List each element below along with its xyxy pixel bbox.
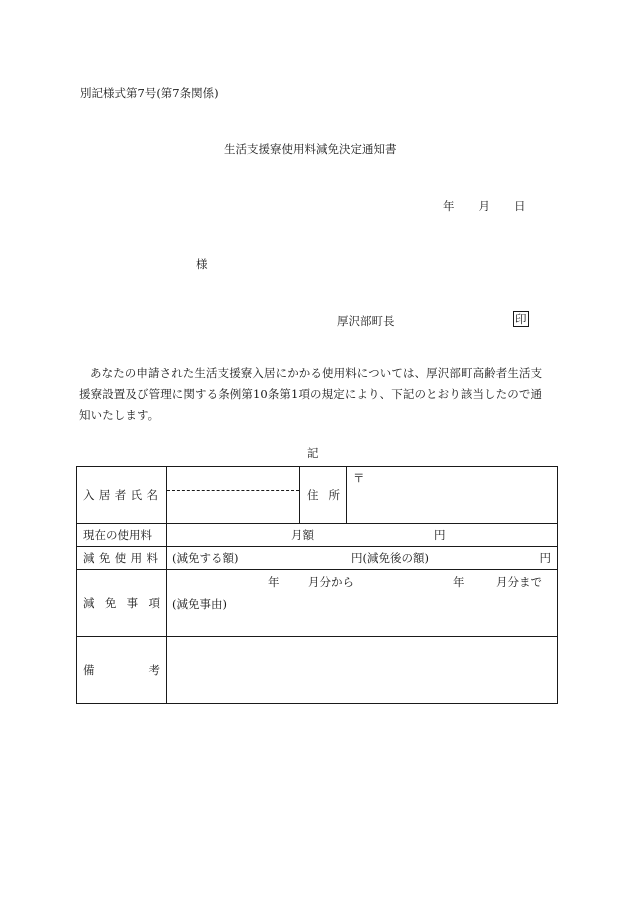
after-amount-label: 円(減免後の額)	[351, 551, 429, 565]
table-row-matters	[77, 570, 558, 637]
ki-heading: 記	[307, 446, 319, 460]
matters-field[interactable]	[167, 570, 558, 637]
issuer-name: 厚沢部町長	[337, 314, 395, 328]
address-label: 住 所	[300, 467, 347, 524]
from-year: 年	[268, 575, 280, 589]
seal-mark: 印	[515, 312, 527, 326]
monthly-amount-label: 月額	[291, 528, 314, 542]
resident-name-label: 入 居 者 氏 名	[77, 467, 167, 524]
table-row-notes	[77, 637, 558, 704]
form-number: 別記様式第7号(第7条関係)	[80, 86, 219, 100]
current-fee-field[interactable]	[167, 524, 558, 547]
addressee-suffix: 様	[196, 257, 208, 271]
table-row-reduced-fee	[77, 547, 558, 570]
matters-label: 減 免 事 項	[77, 570, 167, 637]
date-line	[443, 198, 526, 214]
notes-field[interactable]	[167, 637, 558, 704]
document-title: 生活支援寮使用料減免決定通知書	[224, 142, 397, 156]
yen-unit-2: 円	[539, 551, 551, 565]
date-month: 月	[478, 199, 490, 213]
address-field[interactable]	[347, 467, 558, 524]
postal-mark: 〒	[353, 471, 365, 485]
reduced-fee-field[interactable]	[167, 547, 558, 570]
furigana-divider	[167, 490, 299, 491]
table-row-current-fee	[77, 524, 558, 547]
current-fee-label: 現在の使用料	[77, 524, 167, 547]
month-from-label: 月分から	[308, 575, 354, 589]
resident-name-field[interactable]	[167, 467, 300, 524]
table-row-resident	[77, 467, 558, 524]
date-day: 日	[514, 199, 526, 213]
month-until-label: 月分まで	[496, 575, 542, 589]
reduce-amount-label: (減免する額)	[172, 551, 239, 565]
reduced-fee-label: 減 免 使 用 料	[77, 547, 167, 570]
until-year: 年	[453, 575, 465, 589]
details-table	[76, 466, 558, 704]
yen-unit: 円	[434, 528, 446, 542]
reason-label: (減免事由)	[172, 597, 227, 611]
notes-label: 備 考	[77, 637, 167, 704]
notice-body: あなたの申請された生活支援寮入居にかかる使用料については、厚沢部町高齢者生活支援寮設置及び管理に関する条例第10条第1項の規定により、下記のとおり該当したので通知いたします。	[79, 366, 543, 422]
date-year: 年	[443, 199, 455, 213]
